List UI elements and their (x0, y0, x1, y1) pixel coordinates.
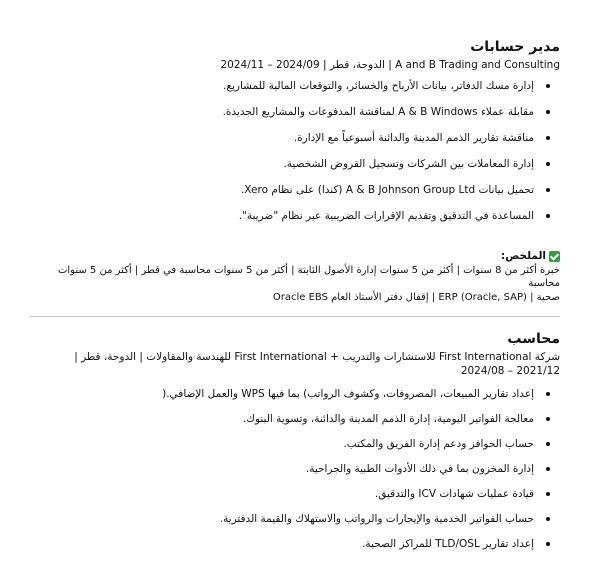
summary-line: صحية | ERP (Oracle, SAP) | إقفال دفتر الأستاذ العام Oracle EBS (272, 292, 560, 303)
bullet-item: حساب الفواتير الخدمية والإيجارات والرواتب والاستهلاك والقيمة الدفترية. (30, 512, 560, 526)
summary-heading-row (28, 250, 560, 263)
bullet-item: تحميل بيانات A & B Johnson Group Ltd (كندا) على نظام Xero. (30, 183, 560, 197)
bullet-item: مقابلة عملاء A & B Windows لمناقشة المدفوعات والمشاريع الجديدة. (30, 105, 560, 119)
summary-block (28, 250, 560, 304)
job-title: محاسب (507, 331, 560, 347)
bullet-item: مناقشة تقارير الذمم المدينة والدائنة أسبوعياً مع الإدارة. (30, 131, 560, 145)
job-title: مدير حسابات (470, 39, 560, 55)
job-bullets (30, 387, 560, 551)
check-icon (549, 251, 560, 262)
bullet-item: إعداد تقارير TLD/OSL للمراكز الصحية. (30, 537, 560, 551)
bullet-item: إدارة مسك الدفاتر، بيانات الأرباح والخسائر، والتوقعات المالية للمشاريع. (30, 79, 560, 93)
summary-heading: الملخص: (501, 250, 546, 262)
job-meta: A and B Trading and Consulting | الدوحة، قطر | 2024/09 – 2024/11 (220, 59, 560, 71)
section-divider (30, 316, 560, 317)
summary-line: خبرة أكثر من 8 سنوات | أكثر من 5 سنوات إدارة الأصول الثابتة | أكثر من 5 سنوات محاسبة في قطر | أكثر من 5 سنوات محاسبة (57, 265, 560, 289)
bullet-item: قيادة عمليات شهادات ICV والتدقيق. (30, 487, 560, 501)
job-bullets (30, 79, 560, 223)
bullet-item: المساعدة في التدقيق وتقديم الإقرارات الضريبية عبر نظام "ضريبة". (30, 209, 560, 223)
bullet-item: إدارة المخزون بما في ذلك الأدوات الطبية والجراحية. (30, 462, 560, 476)
bullet-item: حساب الحوافز ودعم إدارة الفريق والمكتب. (30, 437, 560, 451)
job-accountant (30, 330, 560, 562)
job-accounts-manager (30, 38, 560, 235)
bullet-item: إدارة المعاملات بين الشركات وتسجيل القروض الشخصية. (30, 157, 560, 171)
bullet-item: معالجة الفواتير اليومية، إدارة الذمم المدينة والدائنة، وتسوية البنوك. (30, 412, 560, 426)
bullet-item: إعداد تقارير المبيعات، المصروفات، وكشوف الرواتب) بما فيها WPS والعمل الإضافي.( (30, 387, 560, 401)
job-meta: شركة First International للاستشارات والتدريب + First International للهندسة والمقاولات | الدوحة، قطر | 2021/12 – 2024/08 (74, 351, 560, 377)
